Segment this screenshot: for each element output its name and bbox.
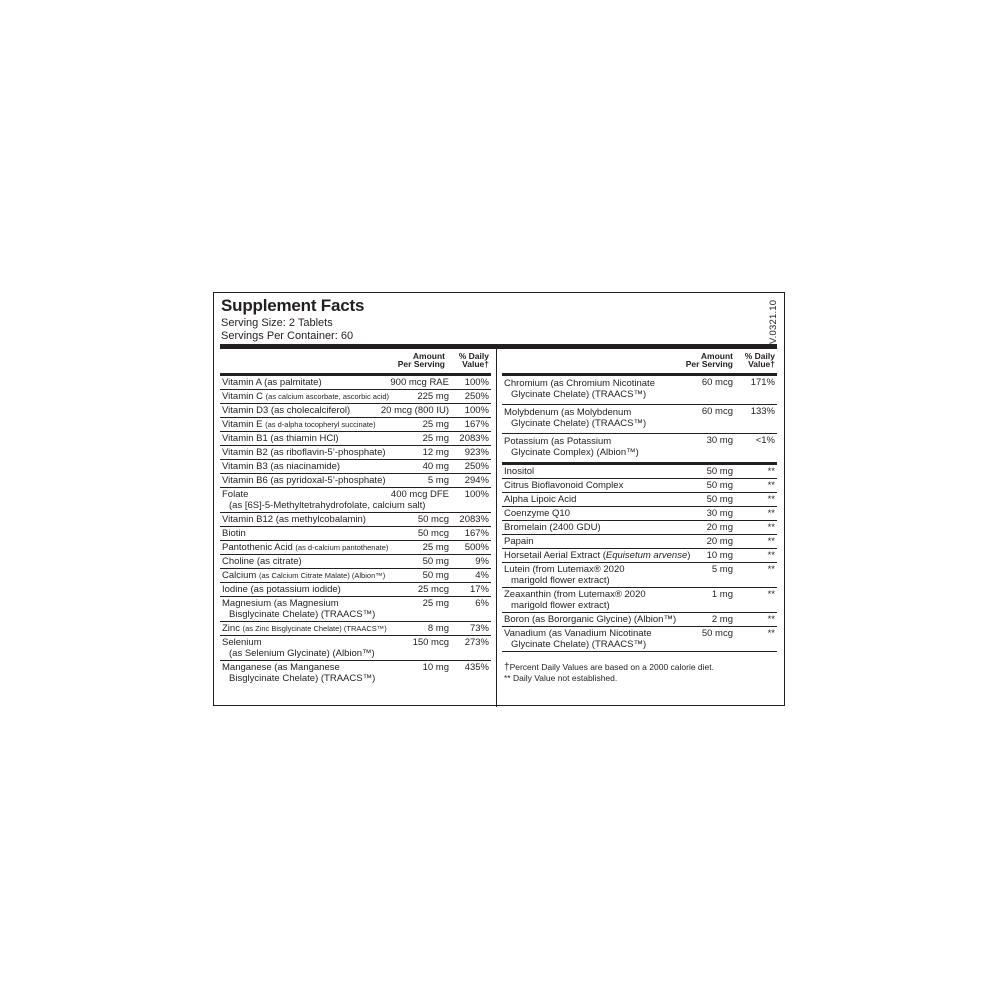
nutrient-daily-value: 2083%: [459, 433, 489, 444]
nutrient-amount: 25 mcg: [417, 584, 449, 595]
nutrient-daily-value: 6%: [475, 598, 489, 609]
nutrient-name-text: Biotin: [222, 528, 246, 539]
panel-title: Supplement Facts: [221, 296, 365, 315]
nutrient-name: [502, 378, 777, 389]
nutrient-name: [220, 514, 491, 525]
amount-header: [686, 352, 733, 368]
nutrient-row: [220, 474, 491, 488]
nutrient-name-line2: (as Selenium Glycinate) (Albion™): [229, 648, 375, 659]
nutrient-source-text: (as d-alpha tocopheryl succinate): [265, 420, 376, 429]
dv-header-line1: % Daily: [744, 351, 775, 361]
nutrient-source-text: (as calcium ascorbate, ascorbic acid): [265, 392, 390, 401]
nutrient-name-text: Vitamin D3 (as cholecalciferol): [222, 405, 351, 416]
nutrient-row: [220, 555, 491, 569]
nutrient-name: [502, 466, 777, 477]
nutrient-daily-value: **: [767, 550, 775, 561]
nutrient-daily-value: 250%: [464, 391, 489, 402]
nutrient-row: [220, 404, 491, 418]
nutrient-name-suffix: ): [687, 550, 691, 561]
amount-header: [398, 352, 445, 368]
nutrient-name: [502, 436, 777, 447]
nutrient-name-line2: Glycinate Chelate) (TRAACS™): [511, 639, 647, 650]
nutrient-name: [502, 589, 777, 600]
nutrient-amount: 150 mcg: [412, 637, 449, 648]
nutrient-daily-value: 435%: [464, 662, 489, 673]
nutrient-name: [220, 377, 491, 388]
amount-header-line1: Amount: [700, 351, 733, 361]
nutrient-row: [502, 434, 777, 462]
nutrient-amount: 30 mg: [706, 435, 733, 446]
left-nutrient-list: [220, 376, 491, 685]
nutrient-daily-value: 167%: [464, 528, 489, 539]
nutrient-name: [502, 407, 777, 418]
nutrient-daily-value: **: [767, 628, 775, 639]
nutrient-amount: 50 mg: [706, 480, 733, 491]
right-nutrient-list-other: [502, 465, 777, 652]
nutrient-amount: 5 mg: [711, 564, 733, 575]
nutrient-name: [220, 419, 491, 430]
nutrient-row: [220, 527, 491, 541]
nutrient-name-text: Vitamin A (as palmitate): [222, 377, 322, 388]
nutrient-row: [220, 513, 491, 527]
nutrient-amount: 10 mg: [422, 662, 449, 673]
nutrient-name: [220, 542, 491, 553]
nutrient-row: [502, 521, 777, 535]
nutrient-name-line2: marigold flower extract): [511, 575, 610, 586]
nutrient-name: [220, 637, 491, 648]
nutrient-row: [220, 622, 491, 636]
nutrient-name-text: Vitamin B2 (as riboflavin-5’-phosphate): [222, 447, 386, 458]
nutrient-name-text: Bromelain (2400 GDU): [504, 522, 601, 533]
nutrient-daily-value: 294%: [464, 475, 489, 486]
nutrient-name-text: Vitamin B3 (as niacinamide): [222, 461, 341, 472]
nutrient-name-line2: Glycinate Chelate) (TRAACS™): [511, 389, 647, 400]
nutrient-name-text: Potassium (as Potassium: [504, 436, 612, 447]
left-column-header: [220, 349, 491, 373]
nutrient-daily-value: 2083%: [459, 514, 489, 525]
nutrient-amount: 400 mcg DFE: [390, 489, 449, 500]
nutrient-amount: 50 mg: [422, 556, 449, 567]
nutrient-name: [220, 461, 491, 472]
nutrient-amount: 60 mcg: [701, 377, 733, 388]
nutrient-name-text: Vanadium (as Vanadium Nicotinate: [504, 628, 652, 639]
nutrient-name-text: Magnesium (as Magnesium: [222, 598, 339, 609]
nutrient-row: [502, 563, 777, 588]
nutrient-daily-value: **: [767, 564, 775, 575]
nutrient-name: [502, 550, 777, 561]
supplement-facts-panel: [213, 292, 785, 706]
nutrient-daily-value: **: [767, 494, 775, 505]
nutrient-row: [220, 488, 491, 513]
version-text: V.0321.10: [768, 299, 779, 344]
nutrient-daily-value: 250%: [464, 461, 489, 472]
daily-value-header: [745, 352, 775, 368]
footnote-not-established: ** Daily Value not established.: [504, 673, 618, 683]
nutrient-name-text: Zinc: [222, 623, 243, 634]
nutrient-amount: 20 mcg (800 IU): [380, 405, 449, 416]
nutrient-name: [502, 508, 777, 519]
nutrient-amount: 40 mg: [422, 461, 449, 472]
nutrient-name-text: Manganese (as Manganese: [222, 662, 340, 673]
nutrient-row: [220, 432, 491, 446]
nutrient-name: [502, 522, 777, 533]
nutrient-row: [220, 636, 491, 661]
nutrient-row: [220, 661, 491, 685]
nutrient-name: [220, 433, 491, 444]
nutrient-amount: 8 mg: [427, 623, 449, 634]
nutrient-daily-value: **: [767, 614, 775, 625]
nutrient-row: [220, 446, 491, 460]
nutrient-name-text: Vitamin B6 (as pyridoxal-5’-phosphate): [222, 475, 386, 486]
nutrient-amount: 25 mg: [422, 598, 449, 609]
nutrient-row: [220, 460, 491, 474]
nutrient-row: [502, 627, 777, 652]
nutrient-name: [220, 391, 491, 402]
nutrient-daily-value: 100%: [464, 377, 489, 388]
nutrient-name: [220, 528, 491, 539]
nutrient-name-text: Coenzyme Q10: [504, 508, 571, 519]
nutrient-latin-name: Equisetum arvense: [605, 550, 688, 561]
nutrient-daily-value: **: [767, 536, 775, 547]
nutrient-name: [220, 662, 491, 673]
nutrient-daily-value: 73%: [469, 623, 489, 634]
nutrient-name: [220, 570, 491, 581]
nutrient-daily-value: 100%: [464, 489, 489, 500]
nutrient-amount: 225 mg: [417, 391, 449, 402]
dv-header-line2: Value†: [748, 359, 775, 369]
footnote-line1: Percent Daily Values are based on a 2000 calorie diet.: [509, 662, 715, 672]
nutrient-daily-value: 100%: [464, 405, 489, 416]
nutrient-row: [502, 465, 777, 479]
nutrient-name-text: Chromium (as Chromium Nicotinate: [504, 378, 655, 389]
nutrient-name-line2: Bisglycinate Chelate) (TRAACS™): [229, 673, 376, 684]
nutrient-amount: 50 mg: [706, 466, 733, 477]
nutrient-name-text: Molybdenum (as Molybdenum: [504, 407, 632, 418]
nutrient-name: [220, 623, 491, 634]
nutrient-amount: 30 mg: [706, 508, 733, 519]
footnotes: [502, 652, 777, 683]
nutrient-row: [220, 569, 491, 583]
nutrient-row: [220, 583, 491, 597]
nutrient-row: [502, 613, 777, 627]
nutrient-name: [220, 489, 491, 500]
nutrient-row: [502, 507, 777, 521]
nutrient-row: [220, 418, 491, 432]
nutrient-name-text: Folate: [222, 489, 249, 500]
nutrient-amount: 50 mg: [706, 494, 733, 505]
nutrient-row: [220, 376, 491, 390]
dv-header-line1: % Daily: [458, 351, 489, 361]
right-nutrient-list-minerals: [502, 376, 777, 462]
footnote-daily-value: [504, 662, 777, 673]
nutrient-name-line2: Glycinate Complex) (Albion™): [511, 447, 639, 458]
nutrient-name: [220, 447, 491, 458]
nutrient-daily-value: **: [767, 480, 775, 491]
nutrient-amount: 60 mcg: [701, 406, 733, 417]
nutrient-amount: 50 mcg: [417, 528, 449, 539]
nutrient-name-text: Lutein (from Lutemax® 2020: [504, 564, 625, 575]
nutrient-name-line2: (as [6S]-5-Methyltetrahydrofolate, calcium salt): [229, 500, 426, 511]
left-column: [220, 349, 491, 685]
column-divider: [496, 349, 497, 707]
nutrient-name-text: Vitamin C: [222, 391, 266, 402]
nutrient-daily-value: 4%: [475, 570, 489, 581]
nutrient-name: [220, 556, 491, 567]
nutrient-name-text: Inositol: [504, 466, 535, 477]
amount-header-line1: Amount: [412, 351, 445, 361]
nutrient-name: [502, 628, 777, 639]
nutrient-name-text: Choline (as citrate): [222, 556, 302, 567]
servings-per-container: Servings Per Container: 60: [221, 330, 354, 342]
nutrient-row: [502, 549, 777, 563]
nutrient-name: [502, 614, 777, 625]
nutrient-name-line2: marigold flower extract): [511, 600, 610, 611]
nutrient-amount: 25 mg: [422, 433, 449, 444]
nutrient-name-line2: Glycinate Chelate) (TRAACS™): [511, 418, 647, 429]
nutrient-name: [220, 584, 491, 595]
nutrient-row: [220, 597, 491, 622]
nutrient-name-text: Vitamin B12 (as methylcobalamin): [222, 514, 366, 525]
nutrient-name: [502, 536, 777, 547]
nutrient-amount: 20 mg: [706, 522, 733, 533]
nutrient-daily-value: **: [767, 522, 775, 533]
nutrient-name: [220, 475, 491, 486]
amount-header-line2: Per Serving: [397, 359, 445, 369]
nutrient-name-text: Papain: [504, 536, 534, 547]
dagger-symbol: †: [504, 662, 510, 673]
dv-header-line2: Value†: [462, 359, 489, 369]
nutrient-name-text: Iodine (as potassium iodide): [222, 584, 341, 595]
nutrient-name-text: Alpha Lipoic Acid: [504, 494, 577, 505]
nutrient-daily-value: 171%: [750, 377, 775, 388]
nutrient-name-text: Vitamin B1 (as thiamin HCl): [222, 433, 339, 444]
nutrient-daily-value: 133%: [750, 406, 775, 417]
nutrient-name: [502, 494, 777, 505]
nutrient-name-text: Zeaxanthin (from Lutemax® 2020: [504, 589, 646, 600]
right-column: [502, 349, 777, 683]
nutrient-name: [220, 598, 491, 609]
nutrient-name-text: Citrus Bioflavonoid Complex: [504, 480, 624, 491]
nutrient-name-text: Vitamin E: [222, 419, 266, 430]
nutrient-daily-value: 167%: [464, 419, 489, 430]
nutrient-row: [502, 588, 777, 613]
nutrient-source-text: (as Calcium Citrate Malate) (Albion™): [258, 571, 386, 580]
daily-value-header: [459, 352, 489, 368]
nutrient-amount: 25 mg: [422, 419, 449, 430]
serving-size: Serving Size: 2 Tablets: [221, 317, 333, 329]
nutrient-row: [502, 376, 777, 405]
nutrient-name: [502, 480, 777, 491]
nutrient-amount: 5 mg: [427, 475, 449, 486]
nutrient-amount: 900 mcg RAE: [390, 377, 449, 388]
nutrient-daily-value: **: [767, 589, 775, 600]
nutrient-daily-value: **: [767, 466, 775, 477]
nutrient-name-text: Calcium: [222, 570, 259, 581]
version-code: [768, 299, 780, 344]
nutrient-amount: 50 mcg: [701, 628, 733, 639]
nutrient-daily-value: **: [767, 508, 775, 519]
nutrient-name-text: Pantothenic Acid: [222, 542, 296, 553]
amount-header-line2: Per Serving: [685, 359, 733, 369]
nutrient-row: [502, 535, 777, 549]
nutrient-amount: 1 mg: [711, 589, 733, 600]
nutrient-source-text: (as d-calcium pantothenate): [295, 543, 389, 552]
nutrient-amount: 12 mg: [422, 447, 449, 458]
nutrient-daily-value: 9%: [475, 556, 489, 567]
nutrient-name: [502, 564, 777, 575]
nutrient-row: [502, 479, 777, 493]
nutrient-amount: 25 mg: [422, 542, 449, 553]
nutrient-row: [502, 493, 777, 507]
nutrient-source-text: (as Zinc Bisglycinate Chelate) (TRAACS™): [242, 624, 387, 633]
nutrient-daily-value: 17%: [469, 584, 489, 595]
nutrient-name-text: Horsetail Aerial Extract (: [504, 550, 606, 561]
nutrient-name-line2: Bisglycinate Chelate) (TRAACS™): [229, 609, 376, 620]
nutrient-amount: 10 mg: [706, 550, 733, 561]
right-column-header: [502, 349, 777, 373]
nutrient-name-text: Boron (as Bororganic Glycine) (Albion™): [504, 614, 677, 625]
nutrient-daily-value: 923%: [464, 447, 489, 458]
nutrient-amount: 20 mg: [706, 536, 733, 547]
nutrient-daily-value: 273%: [464, 637, 489, 648]
nutrient-amount: 50 mg: [422, 570, 449, 581]
nutrient-row: [502, 405, 777, 434]
nutrient-amount: 50 mcg: [417, 514, 449, 525]
nutrient-row: [220, 541, 491, 555]
nutrient-daily-value: 500%: [464, 542, 489, 553]
nutrient-name: [220, 405, 491, 416]
nutrient-amount: 2 mg: [711, 614, 733, 625]
nutrient-name-text: Selenium: [222, 637, 262, 648]
nutrient-daily-value: <1%: [755, 435, 775, 446]
nutrient-row: [220, 390, 491, 404]
